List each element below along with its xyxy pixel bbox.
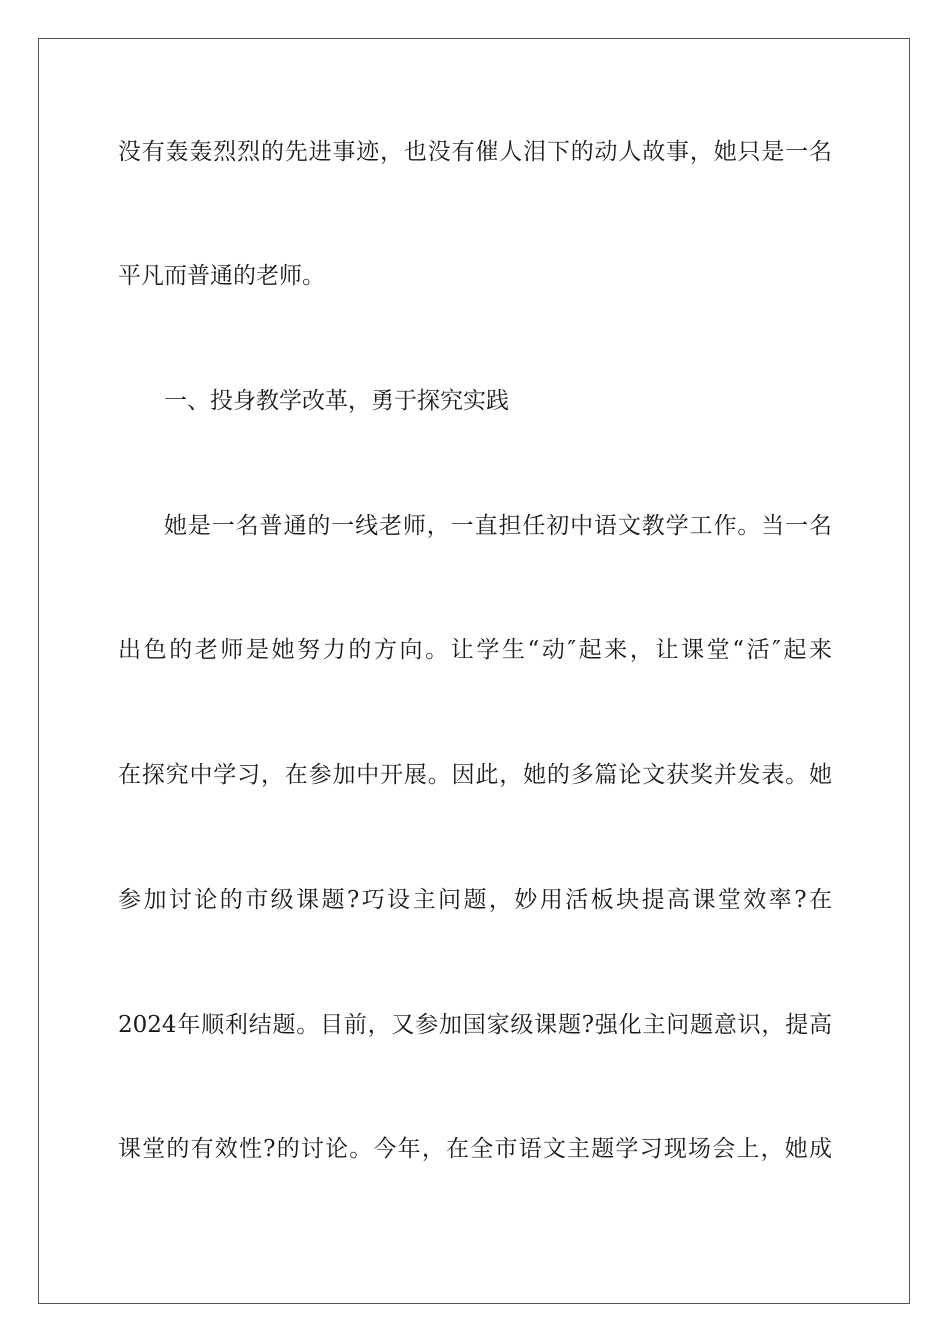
paragraph-2-line-4: 参加讨论的市级课题?巧设主问题，妙用活板块提高课堂效率?在 <box>118 887 832 913</box>
section-heading: 一、投身教学改革，勇于探究实践 <box>164 388 509 414</box>
paragraph-2-line-6: 课堂的有效性?的讨论。今年，在全市语文主题学习现场会上，她成 <box>118 1136 832 1162</box>
paragraph-2-line-2: 出色的老师是她努力的方向。让学生“动″起来，让课堂“活″起来 <box>118 637 832 663</box>
paragraph-2-line-5: 2024年顺利结题。目前，又参加国家级课题?强化主问题意识，提高 <box>118 1012 832 1038</box>
paragraph-1-line-2: 平凡而普通的老师。 <box>118 263 325 289</box>
paragraph-2-line-3: 在探究中学习，在参加中开展。因此，她的多篇论文获奖并发表。她 <box>118 762 832 788</box>
paragraph-1-line-1: 没有轰轰烈烈的先进事迹，也没有催人泪下的动人故事，她只是一名 <box>118 139 832 165</box>
paragraph-2-line-1: 她是一名普通的一线老师，一直担任初中语文教学工作。当一名 <box>164 513 832 539</box>
page-border <box>38 38 910 1304</box>
